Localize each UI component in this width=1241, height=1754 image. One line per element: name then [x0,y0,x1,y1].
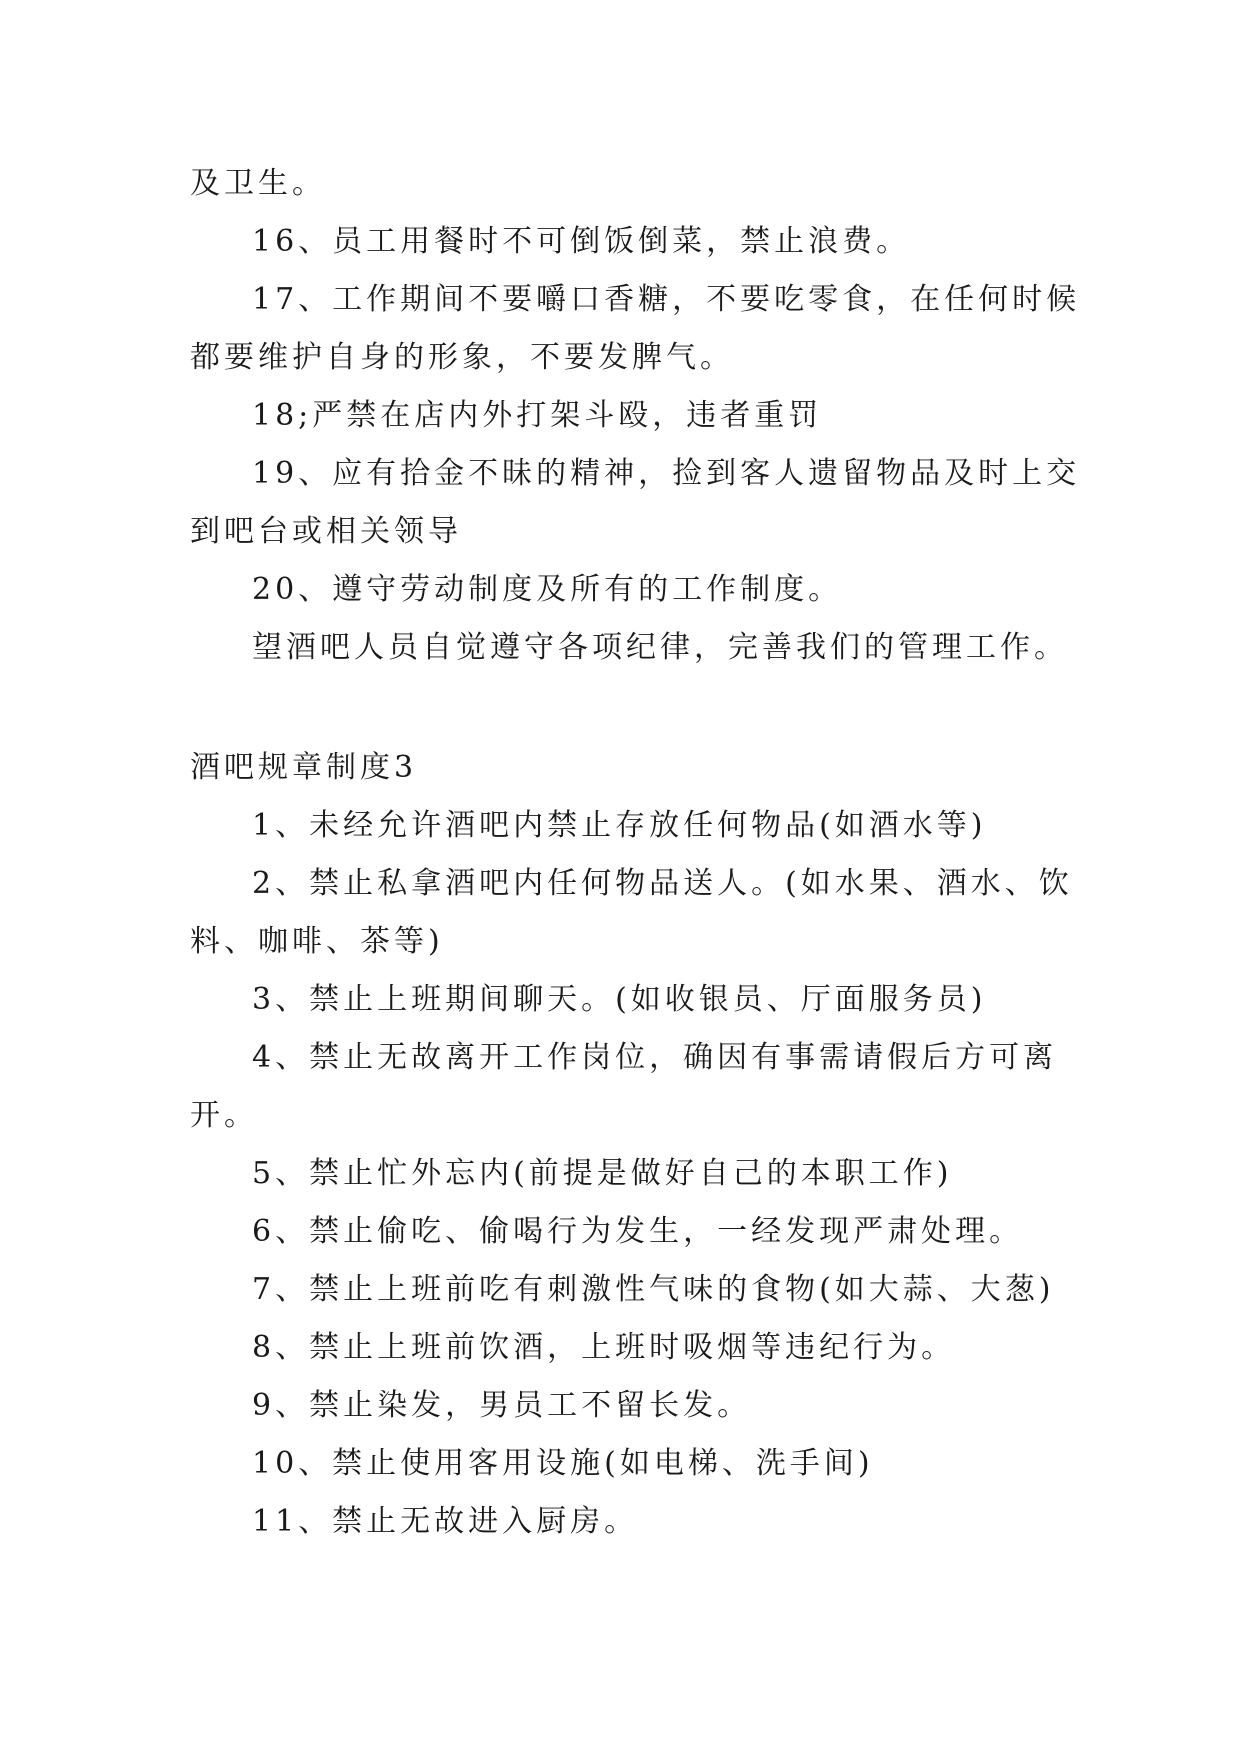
text-line: 17、工作期间不要嚼口香糖，不要吃零食，在任何时候 [252,282,1081,317]
text-line: 18;严禁在店内外打架斗殴，违者重罚 [252,398,823,433]
text-line: 9、禁止染发，男员工不留长发。 [252,1388,752,1423]
text-line: 3、禁止上班期间聊天。(如收银员、厅面服务员) [252,982,987,1017]
text-line: 7、禁止上班前吃有刺激性气味的食物(如大蒜、大葱) [252,1272,1055,1307]
text-line: 及卫生。 [190,166,326,201]
text-line: 2、禁止私拿酒吧内任何物品送人。(如水果、酒水、饮 [252,866,1073,901]
section-title: 酒吧规章制度3 [190,750,418,785]
text-line: 都要维护自身的形象，不要发脾气。 [190,340,734,375]
text-line: 4、禁止无故离开工作岗位，确因有事需请假后方可离 [252,1040,1058,1075]
text-line: 到吧台或相关领导 [190,514,462,549]
text-line: 望酒吧人员自觉遵守各项纪律，完善我们的管理工作。 [252,630,1068,665]
text-line: 10、禁止使用客用设施(如电梯、洗手间) [252,1446,874,1481]
text-line: 20、遵守劳动制度及所有的工作制度。 [252,572,843,607]
text-line: 6、禁止偷吃、偷喝行为发生，一经发现严肃处理。 [252,1214,1024,1249]
text-line: 11、禁止无故进入厨房。 [252,1504,639,1539]
text-line: 5、禁止忙外忘内(前提是做好自己的本职工作) [252,1156,953,1191]
text-line: 16、员工用餐时不可倒饭倒菜，禁止浪费。 [252,224,911,259]
text-line: 8、禁止上班前饮酒，上班时吸烟等违纪行为。 [252,1330,956,1365]
text-line: 1、未经允许酒吧内禁止存放任何物品(如酒水等) [252,808,987,843]
text-line: 料、咖啡、茶等) [190,924,444,959]
text-line: 19、应有拾金不昧的精神，捡到客人遗留物品及时上交 [252,456,1081,491]
text-line: 开。 [190,1098,258,1133]
